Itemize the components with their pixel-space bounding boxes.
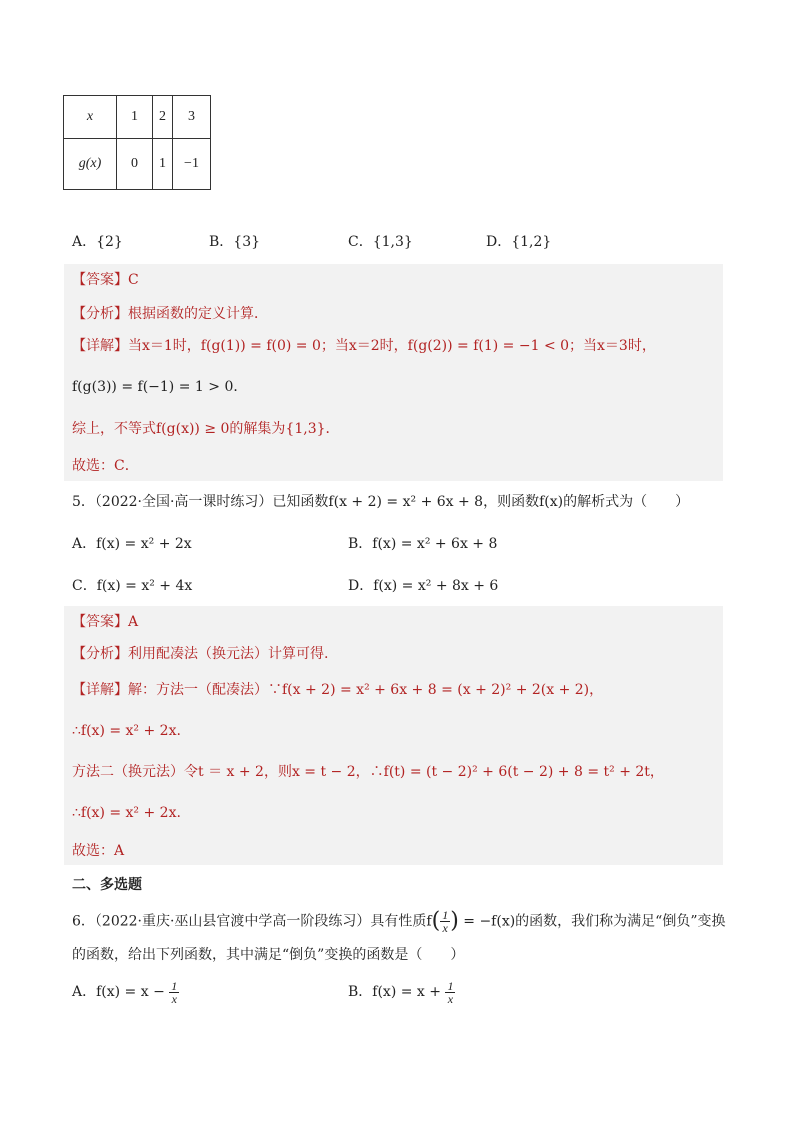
q6-option-a: A．f(x) = x − $\frac{1}{x}$	[72, 978, 178, 1006]
q4-option-a: A．{2}	[72, 234, 123, 250]
q4-choice: 故选：C．	[72, 458, 139, 474]
q4-analysis-line	[72, 304, 268, 324]
q5-answer-line	[72, 612, 138, 632]
q5-choice: 故选：A	[72, 843, 125, 859]
answer-value: A	[128, 614, 139, 630]
q5-analysis-line	[72, 644, 328, 664]
q5-detail-line-2: ∴f(x) = x² + 2x.	[72, 723, 181, 739]
right-paren-icon: )	[450, 908, 459, 934]
q4-summary: 综上，不等式f(g(x)) ≥ 0的解集为{1,3}．	[72, 421, 340, 437]
table-row	[64, 139, 211, 190]
detail-label: 【详解】	[72, 338, 128, 354]
table-cell: g(x)	[64, 139, 117, 190]
q4-detail-line-2: f(g(3)) = f(−1) = 1 > 0．	[72, 379, 248, 395]
q6-fraction: $\frac{1}{x}$	[442, 908, 449, 935]
q5-detail-line-4: ∴f(x) = x² + 2x.	[72, 805, 181, 821]
table-cell: −1	[173, 139, 211, 190]
analysis-label: 【分析】	[72, 646, 128, 662]
q6-option-b: B．f(x) = x + $\frac{1}{x}$	[348, 978, 454, 1006]
answer-label: 【答案】	[72, 272, 128, 288]
q5-detail-line-1	[72, 680, 603, 700]
q5-option-d: D．f(x) = x² + 8x + 6	[348, 578, 499, 594]
table-cell: 1	[117, 96, 153, 139]
g-value-table	[63, 95, 211, 190]
q4-option-c: C．{1,3}	[348, 234, 413, 250]
q4-option-d: D．{1,2}	[486, 234, 552, 250]
q4-answer-line	[72, 270, 139, 290]
q4-option-b: B．{3}	[209, 234, 261, 250]
answer-label: 【答案】	[72, 614, 128, 630]
analysis-label: 【分析】	[72, 306, 128, 322]
table-cell: 3	[173, 96, 211, 139]
q5-option-c: C．f(x) = x² + 4x	[72, 578, 193, 594]
q6-stem-line-1	[72, 909, 726, 934]
table-cell: x	[64, 96, 117, 139]
q5-detail-line-3: 方法二（换元法）令t ＝ x + 2，则x = t − 2，∴f(t) = (t − 2)² + 6(t − 2) + 8 = t² + 2t，	[72, 764, 664, 780]
answer-value: C	[128, 272, 139, 288]
section-heading: 二、多选题	[72, 877, 142, 893]
option-fraction: $\frac{1}{x}$	[171, 978, 178, 1006]
table-cell: 2	[153, 96, 173, 139]
q6-stem-line-2: 的函数，给出下列函数，其中满足“倒负”变换的函数是（ ）	[72, 947, 465, 963]
left-paren-icon: (	[431, 908, 441, 934]
q6-stem-part-1: 6．（2022·重庆·巫山县官渡中学高一阶段练习）具有性质f	[72, 913, 432, 930]
q6-stem-part-2: = −f(x)的函数，我们称为满足“倒负”变换	[458, 913, 726, 930]
q4-answer-block	[64, 264, 723, 481]
q5-option-a: A．f(x) = x² + 2x	[72, 536, 192, 552]
detail-text: 当x＝1时，f(g(1)) = f(0) = 0；当x＝2时，f(g(2)) = f(1) = −1 < 0；当x＝3时，	[128, 338, 656, 354]
analysis-text: 根据函数的定义计算．	[128, 306, 268, 322]
table-cell: 0	[117, 139, 153, 190]
q5-stem: 5．（2022·全国·高一课时练习）已知函数f(x + 2) = x² + 6x + 8，则函数f(x)的解析式为（ ）	[72, 494, 690, 510]
analysis-text: 利用配凑法（换元法）计算可得.	[128, 646, 329, 662]
table-cell: 1	[153, 139, 173, 190]
detail-text: 解：方法一（配凑法）∵f(x + 2) = x² + 6x + 8 = (x + 2)² + 2(x + 2)，	[128, 682, 604, 698]
q5-option-b: B．f(x) = x² + 6x + 8	[348, 536, 498, 552]
table-row	[64, 96, 211, 139]
detail-label: 【详解】	[72, 682, 128, 698]
option-fraction: $\frac{1}{x}$	[447, 978, 454, 1006]
q4-detail-line-1	[72, 336, 656, 356]
